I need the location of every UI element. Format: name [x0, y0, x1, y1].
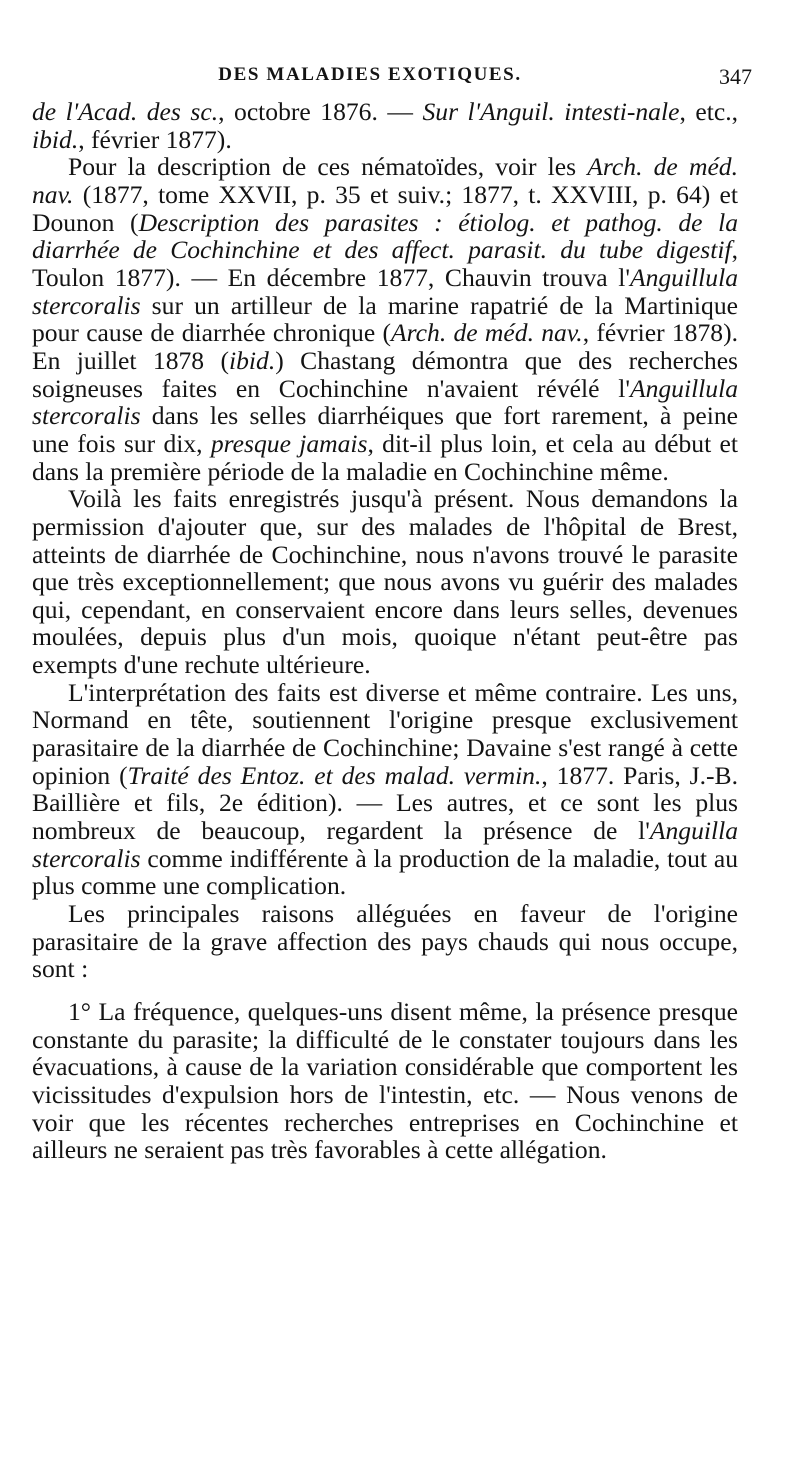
italic-text-run: Description des parasites : étiolog. et pathog. de la diarrhée de Cochinchine et des affect. parasit. du tube digestif [32, 207, 738, 265]
text-run: Voilà les faits enregistrés jusqu'à présent. Nous demandons la permission d'ajouter que, sur des malades de l'hôpital de Brest, atteints de diarrhée de Cochinchine, nous n'avons trouvé le parasite que très exceptionnellement; que nous avons vu guérir des malades qui, cependant, en conservaient encore dans leurs selles, devenues moulées, depuis plus d'un mois, quoique n'étant peut-être pas exempts d'une rechute ultérieure. [32, 484, 738, 680]
running-title: DES MALADIES EXOTIQUES. [218, 64, 522, 85]
italic-text-run: ibid. [32, 124, 79, 154]
italic-text-run: Traité des Entoz. et des malad. vermin. [127, 760, 542, 790]
text-run: 1° La fréquence, quelques-uns disent même, la présence presque constante du parasite; la difficulté de le constater toujours dans les évacuations, à cause de la variation considérable que comportent les vicissitudes d'expulsion hors de l'intestin, etc. — Nous venons de voir que les récentes recherches entreprises en Cochinchine et ailleurs ne seraient pas très favorables à cette allégation. [32, 997, 738, 1165]
italic-text-run: de l'Acad. des sc. [32, 97, 219, 126]
text-run: , dit-il plus loin, et cela au début et dans la première période de la maladie en Cochinchine même. [32, 428, 738, 486]
text-run: , 1877. Paris, J.-B. Baillière et fils, 2e édition). — Les autres, et ce sont les plus nombreux de beaucoup, regardent la présence de l' [32, 760, 738, 846]
text-run: , février 1878). En juillet 1878 ( [32, 318, 738, 375]
body-text [32, 98, 738, 1164]
paragraph-continuation [32, 98, 738, 153]
italic-text-run: ibid. [229, 345, 276, 375]
paragraph-nematode-descriptions [32, 153, 738, 485]
page-number: 347 [719, 64, 752, 89]
text-run: , octobre 1876. — [218, 97, 423, 126]
paragraph-interpretation [32, 679, 738, 900]
italic-text-run: Anguillula stercoralis [32, 373, 738, 431]
text-run: Pour la description de ces nématoïdes, voir les [68, 152, 588, 182]
text-run: ) Chastang démontra que des recherches soigneuses faites en Cochinchine n'avaient révélé l' [32, 345, 739, 403]
text-run: L'interprétation des faits est diverse et même contraire. Les uns, Normand en tête, soutiennent l'origine presque exclusivement parasitaire de la diarrhée de Cochinchine; Davaine s'est rangé à cette opinion ( [32, 677, 738, 790]
italic-text-run: Anguillula stercoralis [32, 262, 738, 320]
text-run: , Toulon 1877). — En décembre 1877, Chauvin trouva l' [32, 235, 738, 292]
italic-text-run: Sur l'Anguil. intesti-nale [422, 97, 680, 126]
paragraph-first-reason [32, 998, 738, 1164]
italic-text-run: Anguilla stercoralis [32, 816, 738, 873]
italic-text-run: Arch. de méd. nav. [391, 318, 583, 348]
italic-text-run: presque jamais [210, 428, 368, 458]
text-run: comme indifférente à la production de la maladie, tout au plus comme une complication. [32, 843, 738, 901]
paragraph-principal-reasons [32, 900, 738, 983]
running-head [0, 64, 800, 94]
paragraph-brest-observations [32, 485, 738, 679]
text-run: (1877, tome XXVII, p. 35 et suiv.; 1877, t. XXVIII, p. 64) et Dounon ( [32, 179, 738, 237]
text-run: , février 1877). [78, 124, 232, 154]
text-run: , etc., [679, 97, 738, 126]
text-run: dans les selles diarrhéiques que fort rarement, à peine une fois sur dix, [32, 401, 738, 458]
text-run: sur un artilleur de la marine rapatrié de la Martinique pour cause de diarrhée chronique ( [32, 290, 738, 348]
text-run: Les principales raisons alléguées en faveur de l'origine parasitaire de la grave affection des pays chauds qui nous occupe, sont : [32, 899, 738, 984]
italic-text-run: Arch. de méd. nav. [32, 152, 738, 209]
